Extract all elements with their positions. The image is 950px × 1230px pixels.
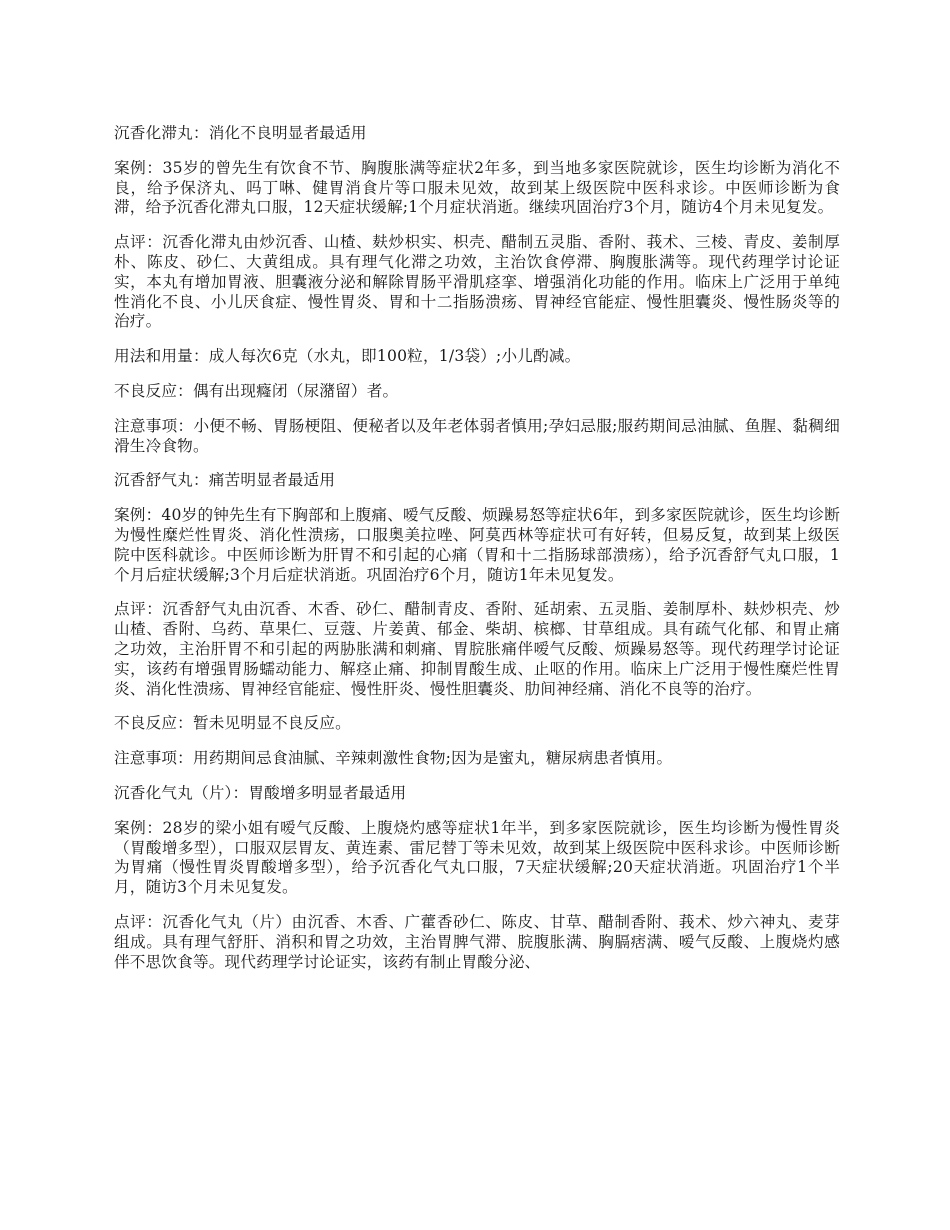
section-heading-chenxiang-huaqi-wan: 沉香化气丸（片）：胃酸增多明显者最适用 bbox=[114, 783, 407, 802]
precautions-paragraph: 注意事项：用药期间忌食油腻、辛辣刺激性食物;因为是蜜丸，糖尿病患者慎用。 bbox=[114, 749, 673, 768]
adverse-reaction-paragraph: 不良反应：暂未见明显不良反应。 bbox=[114, 714, 351, 733]
commentary-paragraph: 点评：沉香舒气丸由沉香、木香、砂仁、醋制青皮、香附、延胡索、五灵脂、姜制厚朴、麸炒枳壳、炒山楂、香附、乌药、草果仁、豆蔻、片姜黄、郁金、柴胡、槟榔、甘草组成。具有疏气化郁、和胃止痛之功效，主治肝胃不和引起的两胁胀满和刺痛、胃脘胀痛伴嗳气反酸、烦躁易怒等。现代药理学讨论证实，该药有增强胃肠蠕动能力、解痉止痛、抑制胃酸生成、止呕的作用。临床上广泛用于慢性糜烂性胃炎、消化性溃疡、胃神经官能症、慢性肝炎、慢性胆囊炎、肋间神经痛、消化不良等的治疗。 bbox=[114, 600, 840, 698]
dosage-paragraph: 用法和用量：成人每次6克（水丸，即100粒，1/3袋）;小儿酌减。 bbox=[114, 347, 581, 366]
commentary-paragraph: 点评：沉香化气丸（片）由沉香、木香、广藿香砂仁、陈皮、甘草、醋制香附、莪术、炒六神丸、麦芽组成。具有理气舒肝、消积和胃之功效，主治胃脾气滞、脘腹胀满、胸膈痞满、嗳气反酸、上腹烧灼感伴不思饮食等。现代药理学讨论证实，该药有制止胃酸分泌、 bbox=[114, 912, 840, 971]
commentary-paragraph: 点评：沉香化滞丸由炒沉香、山楂、麸炒枳实、枳壳、醋制五灵脂、香附、莪术、三棱、青皮、姜制厚朴、陈皮、砂仁、大黄组成。具有理气化滞之功效，主治饮食停滞、胸腹胀满等。现代药理学讨论证实，本丸有增加胃液、胆囊液分泌和解除胃肠平滑肌痉挛、增强消化功能的作用。临床上广泛用于单纯性消化不良、小儿厌食症、慢性胃炎、胃和十二指肠溃疡、胃神经官能症、慢性胆囊炎、慢性肠炎等的治疗。 bbox=[114, 233, 840, 331]
document-body bbox=[114, 124, 840, 987]
adverse-reaction-paragraph: 不良反应：偶有出现癃闭（尿潴留）者。 bbox=[114, 381, 399, 400]
precautions-paragraph: 注意事项：小便不畅、胃肠梗阻、便秘者以及年老体弱者慎用;孕妇忌服;服药期间忌油腻、鱼腥、黏稠细滑生冷食物。 bbox=[114, 416, 840, 455]
case-paragraph: 案例：28岁的梁小姐有嗳气反酸、上腹烧灼感等症状1年半，到多家医院就诊，医生均诊断为慢性胃炎（胃酸增多型），口服双层胃友、黄连素、雷尼替丁等未见效，故到某上级医院中医科求诊。中医师诊断为胃痛（慢性胃炎胃酸增多型），给予沉香化气丸口服，7天症状缓解;20天症状消逝。巩固治疗1个半月，随访3个月未见复发。 bbox=[114, 818, 840, 897]
case-paragraph: 案例：40岁的钟先生有下胸部和上腹痛、嗳气反酸、烦躁易怒等症状6年，到多家医院就诊，医生均诊断为慢性糜烂性胃炎、消化性溃疡，口服奥美拉唑、阿莫西林等症状可有好转，但易反复，故到某上级医院中医科就诊。中医师诊断为肝胃不和引起的心痛（胃和十二指肠球部溃疡），给予沉香舒气丸口服，1个月后症状缓解;3个月后症状消逝。巩固治疗6个月，随访1年未见复发。 bbox=[114, 506, 840, 584]
section-heading-chenxiang-huazhi-wan: 沉香化滞丸：消化不良明显者最适用 bbox=[114, 124, 367, 142]
section-heading-chenxiang-shuqi-wan: 沉香舒气丸：痛苦明显者最适用 bbox=[114, 471, 336, 490]
case-paragraph: 案例：35岁的曾先生有饮食不节、胸腹胀满等症状2年多，到当地多家医院就诊，医生均诊断为消化不良，给予保济丸、吗丁啉、健胃消食片等口服未见效，故到某上级医院中医科求诊。中医师诊断为食滞，给予沉香化滞丸口服，12天症状缓解;1个月症状消逝。继续巩固治疗3个月，随访4个月未见复发。 bbox=[114, 158, 840, 217]
